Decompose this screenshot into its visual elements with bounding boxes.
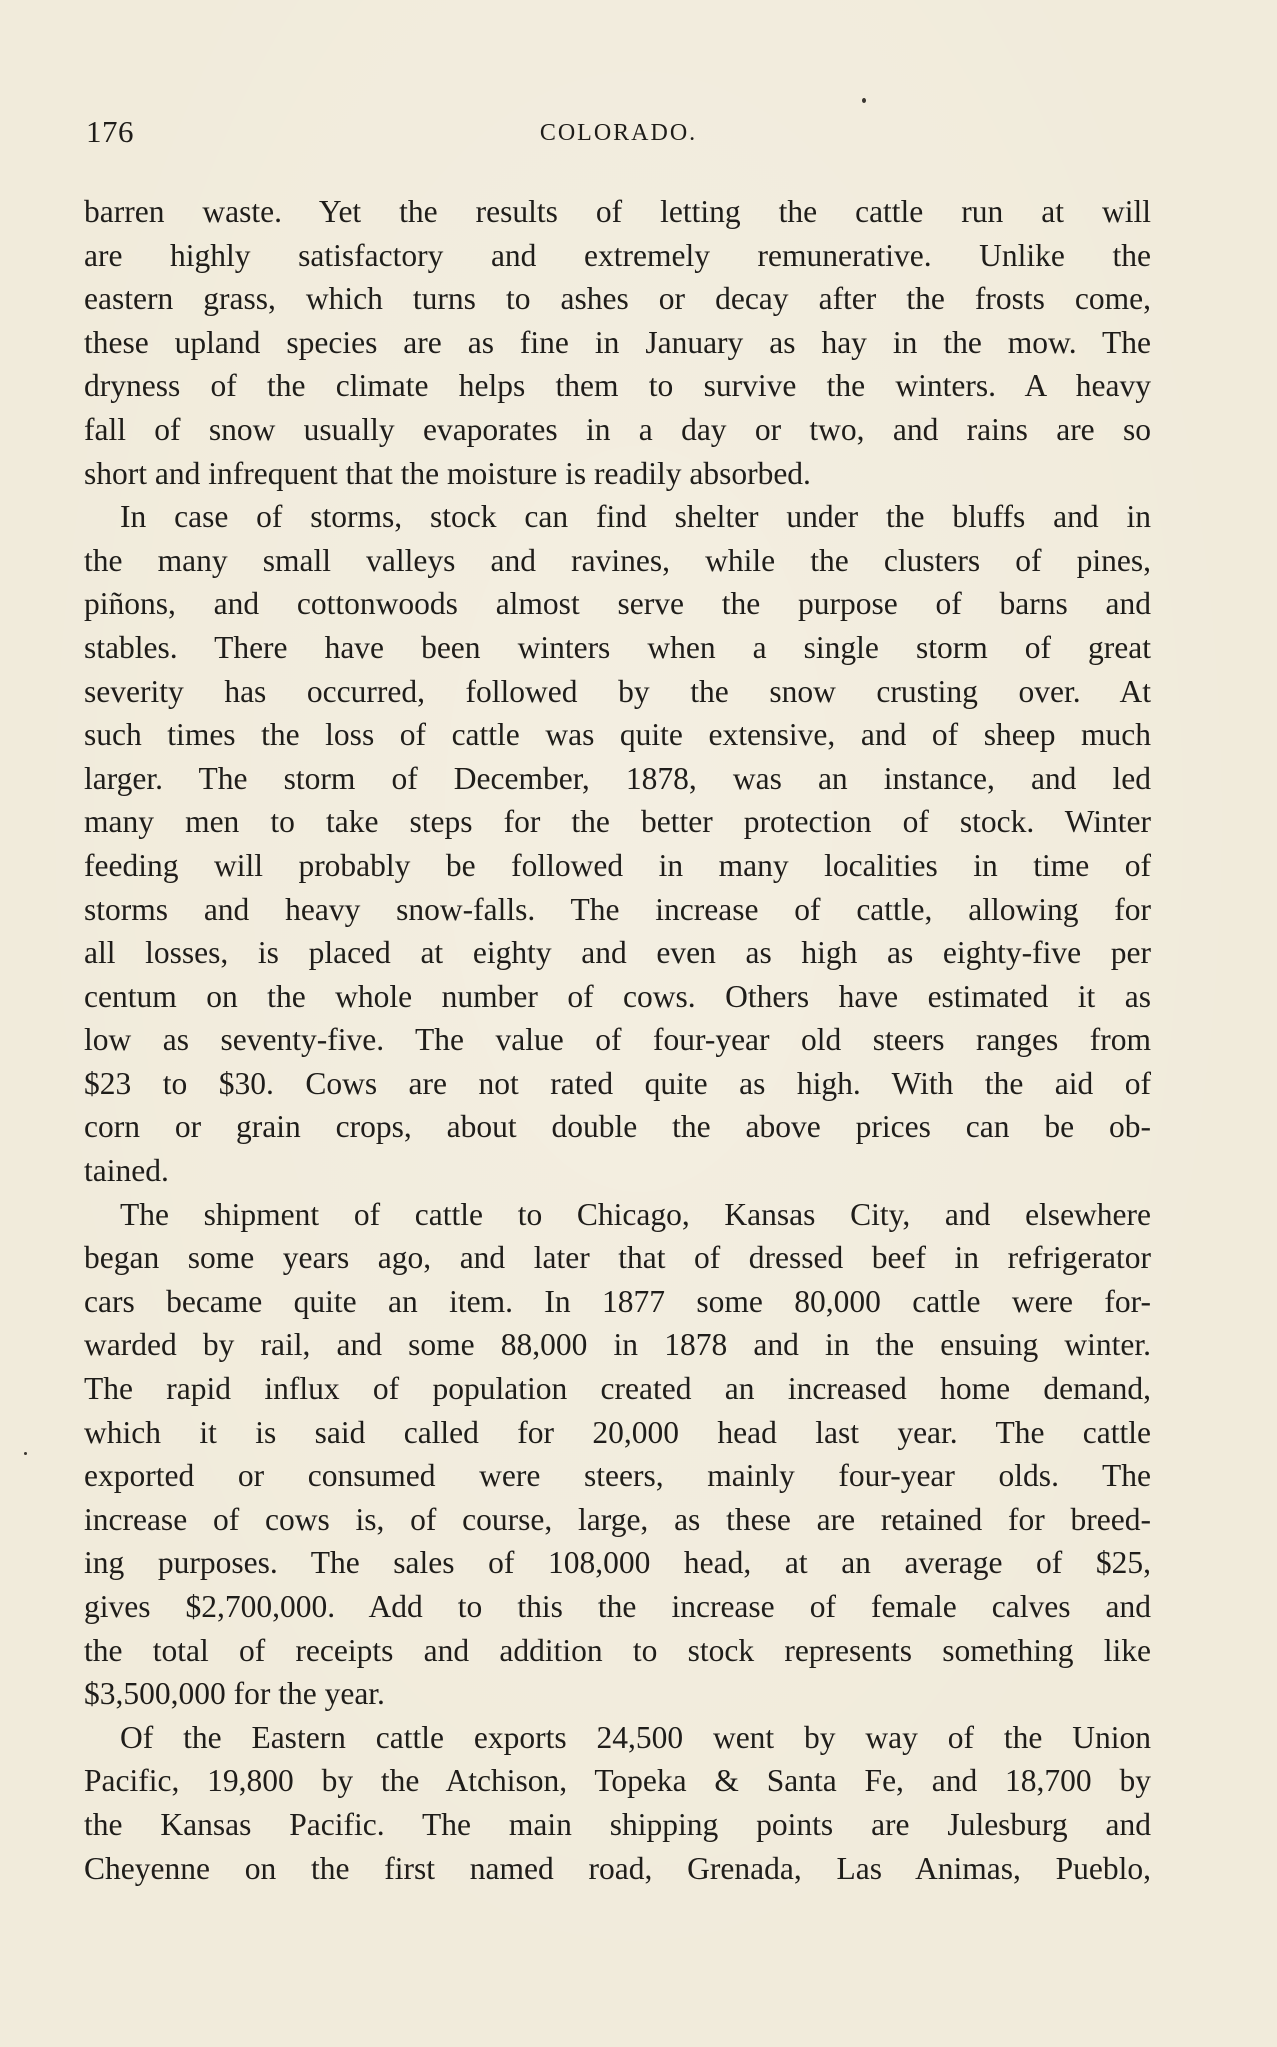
body-text	[84, 190, 1151, 1890]
text-line: gives $2,700,000. Add to this the increase of female calves and	[84, 1589, 1151, 1624]
text-line: warded by rail, and some 88,000 in 1878 and in the ensuing winter.	[84, 1327, 1151, 1363]
text-line: Pacific, 19,800 by the Atchison, Topeka & Santa Fe, and 18,700 by	[84, 1763, 1151, 1799]
text-line: exported or consumed were steers, mainly four-year olds. The	[84, 1458, 1151, 1494]
running-head	[86, 108, 1151, 158]
text-line: the many small valleys and ravines, while the clusters of pines,	[84, 542, 1151, 578]
text-line: stables. There have been winters when a single storm of great	[84, 629, 1151, 665]
text-line: short and infrequent that the moisture is readily absorbed.	[84, 455, 811, 491]
page-number: 176	[86, 114, 134, 149]
text-line: corn or grain crops, about double the above prices can be ob-	[84, 1109, 1151, 1145]
running-title: COLORADO.	[539, 120, 698, 146]
text-line: The shipment of cattle to Chicago, Kansas City, and elsewhere	[120, 1196, 1151, 1232]
text-line: dryness of the climate helps them to survive the winters. A heavy	[84, 368, 1151, 404]
text-line: Of the Eastern cattle exports 24,500 went by way of the Union	[120, 1719, 1151, 1755]
text-line: these upland species are as fine in January as hay in the mow. The	[84, 324, 1151, 360]
text-line: such times the loss of cattle was quite extensive, and of sheep much	[84, 717, 1151, 753]
text-line: Cheyenne on the first named road, Grenada, Las Animas, Pueblo,	[84, 1850, 1151, 1886]
text-line: The rapid influx of population created an increased home demand,	[84, 1371, 1151, 1407]
text-line: many men to take steps for the better protection of stock. Winter	[84, 804, 1151, 840]
text-line: centum on the whole number of cows. Others have estimated it as	[84, 978, 1151, 1014]
text-line: eastern grass, which turns to ashes or decay after the frosts come,	[84, 281, 1151, 317]
text-line: which it is said called for 20,000 head last year. The cattle	[84, 1414, 1151, 1450]
text-line: severity has occurred, followed by the snow crusting over. At	[84, 673, 1151, 709]
text-line: began some years ago, and later that of dressed beef in refrigerator	[84, 1240, 1151, 1276]
text-line: piñons, and cottonwoods almost serve the purpose of barns and	[84, 586, 1151, 622]
text-line: In case of storms, stock can find shelter under the bluffs and in	[120, 499, 1151, 535]
text-line: the Kansas Pacific. The main shipping points are Julesburg and	[84, 1806, 1151, 1842]
text-line: the total of receipts and addition to stock represents something like	[84, 1632, 1151, 1668]
text-line: are highly satisfactory and extremely remunerative. Unlike the	[84, 237, 1151, 273]
text-line: storms and heavy snow-falls. The increase of cattle, allowing for	[84, 891, 1151, 927]
text-line: $23 to $30. Cows are not rated quite as high. With the aid of	[84, 1065, 1151, 1101]
text-line: all losses, is placed at eighty and even as high as eighty-five per	[84, 935, 1151, 971]
text-line: low as seventy-five. The value of four-year old steers ranges from	[84, 1022, 1151, 1058]
text-line: feeding will probably be followed in many localities in time of	[84, 847, 1151, 883]
text-line: ing purposes. The sales of 108,000 head, at an average of $25,	[84, 1545, 1151, 1581]
scan-speck	[862, 98, 866, 103]
scan-speck	[24, 1452, 27, 1455]
text-line: barren waste. Yet the results of letting the cattle run at will	[84, 194, 1151, 229]
text-line: increase of cows is, of course, large, as these are retained for breed-	[84, 1501, 1151, 1537]
text-line: cars became quite an item. In 1877 some 80,000 cattle were for-	[84, 1283, 1151, 1319]
text-line: tained.	[84, 1153, 169, 1189]
text-line: fall of snow usually evaporates in a day or two, and rains are so	[84, 411, 1151, 447]
text-line: larger. The storm of December, 1878, was an instance, and led	[84, 760, 1151, 796]
text-line: $3,500,000 for the year.	[84, 1676, 385, 1712]
